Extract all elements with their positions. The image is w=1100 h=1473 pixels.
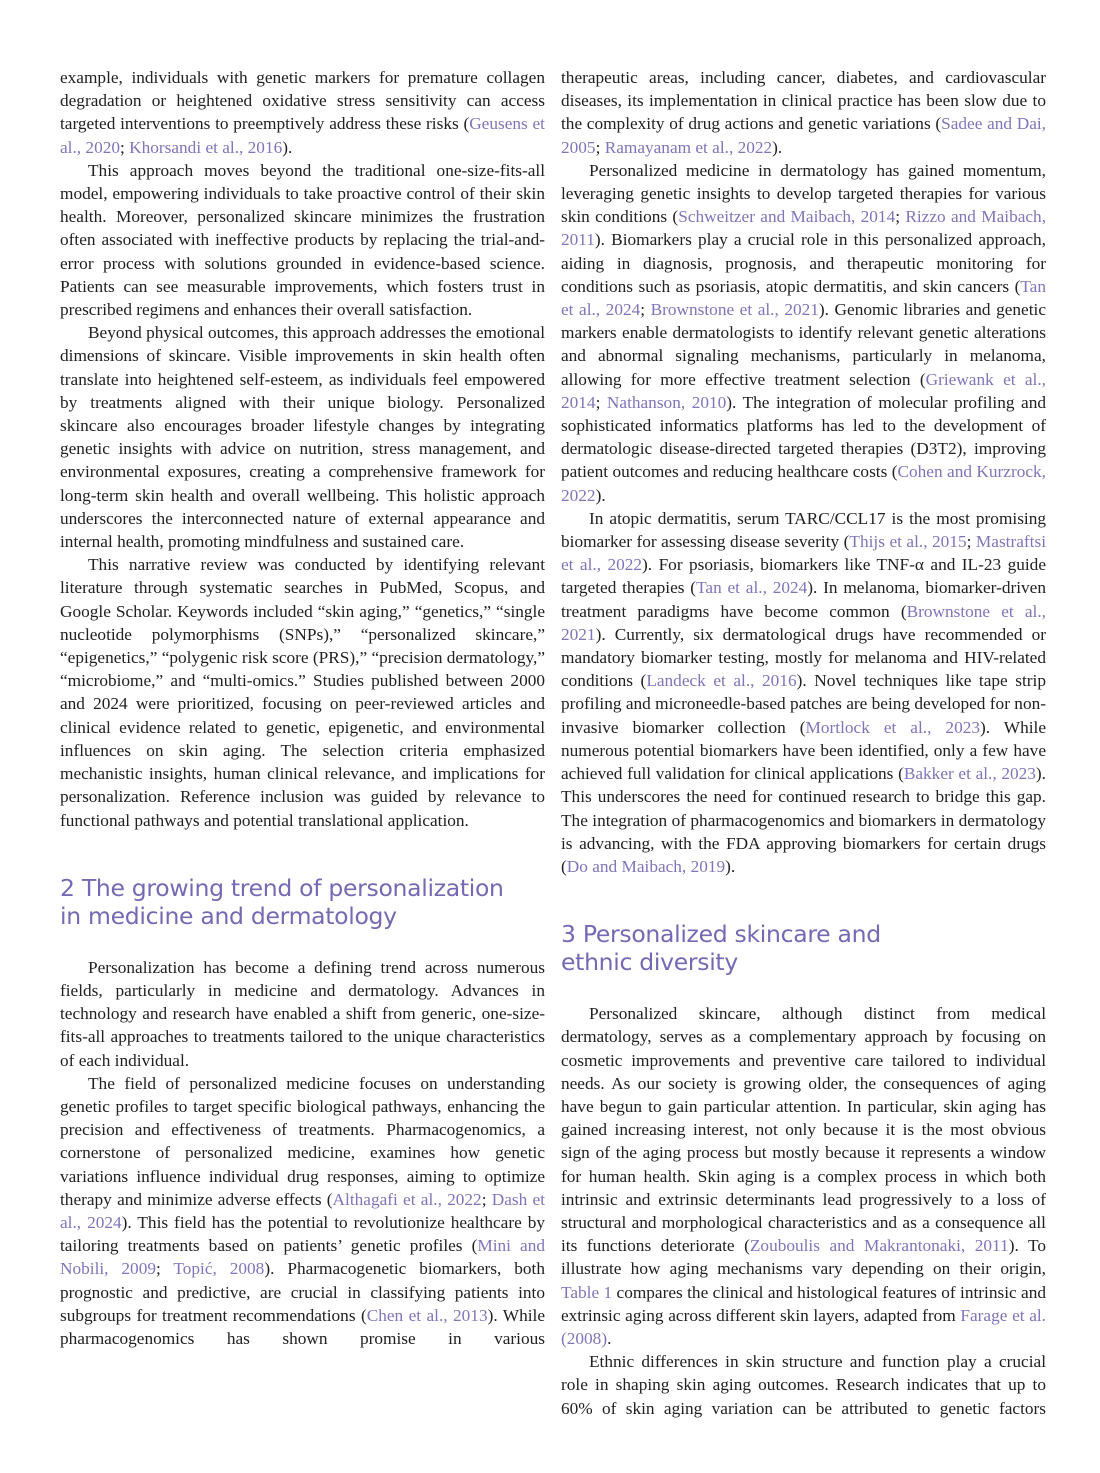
body-text: Personalized medicine in dermatology has gained momentum, leveraging genetic insights to develop targeted therapies for various skin conditions ( [561,160,1046,227]
citation-link[interactable]: Althagafi et al., 2022 [332,1189,482,1209]
citation-link[interactable]: Khorsandi et al., 2016 [129,137,283,157]
section-heading [561,920,1046,976]
paragraph [60,553,545,831]
body-text: This approach moves beyond the traditional one-size-fits-all model, empowering individuals to take proactive control of their skin health. Moreover, personalized skincare minimizes the frustration often associated with ineffective products by replacing the trial-and-error process with solutions grounded in evidence-based science. Patients can see measurable improvements, which fosters trust in prescribed regimens and enhances their overall satisfaction. [60,160,545,320]
paragraph [561,66,1046,159]
body-text: ; [640,300,651,320]
body-text: compares the clinical and histological features of intrinsic and extrinsic aging across different skin layers, adapted from [561,1282,1046,1325]
body-text: ; [966,532,976,552]
citation-link[interactable]: Brownstone et al., 2021 [650,300,819,320]
body-text: ). The integration of molecular profiling and sophisticated informatics platforms has led to the development of dermatologic disease-directed targeted therapies (D3T2), improving patient outcomes and reducing healthcare costs ( [561,392,1046,482]
section-heading-line: 2 The growing trend of personalization [60,873,504,902]
paragraph [60,321,545,553]
body-text: Personalization has become a defining trend across numerous fields, particularly in medicine and dermatology. Advances in technology and research have enabled a shift from generic, one-size-fits-all approaches to treatments tailored to the unique characteristics of each individual. [60,957,545,1070]
citation-link[interactable]: Topić, 2008 [173,1259,265,1279]
body-text: example, individuals with genetic markers for premature collagen degradation or heightened oxidative stress sensitivity can access targeted interventions to preemptively address these risks ( [60,68,545,134]
body-text: ; [155,1259,174,1279]
citation-link[interactable]: Rizzo and Maibach, 2011 [561,207,1047,250]
citation-link[interactable]: Table 1 [561,1282,613,1302]
paragraph [561,1350,1046,1420]
body-text: Personalized skincare, although distinct from medical dermatology, serves as a complementary approach by focusing on cosmetic improvements and preventive care tailored to individual needs. As our society is growing older, the consequences of aging have begun to gain particular attention. In particular, skin aging has gained increasing interest, not only because it is the most obvious sign of the aging process but mostly because it represents a window for human health. Skin aging is a complex process in which both intrinsic and extrinsic determinants lead progressively to a loss of structural and morphological characteristics and as a consequence all its functions deteriorate ( [561,1004,1046,1256]
paragraph [561,159,1046,507]
section-heading-line: in medicine and dermatology [60,901,397,930]
citation-link[interactable]: Ramayanam et al., 2022 [604,137,773,157]
body-text: The field of personalized medicine focuses on understanding genetic profiles to target specific biological pathways, enhancing the precision and effectiveness of treatments. Pharmacogenomics, a cornerstone of personalized medicine, examines how genetic variations influence individual drug responses, aiming to optimize therapy and minimize adverse effects ( [60,1073,545,1209]
paragraph [60,159,545,321]
body-text: ). In melanoma, biomarker-driven treatment paradigms have become common ( [561,578,1046,621]
citation-link[interactable]: Bakker et al., 2023 [903,764,1036,784]
body-text: ; [895,207,906,227]
citation-link[interactable]: Brownstone et al., 2021 [561,601,1046,644]
citation-link[interactable]: Mastraftsi et al., 2022 [561,532,1046,575]
citation-link[interactable]: Mortlock et al., 2023 [805,717,980,737]
paragraph [561,507,1046,878]
body-text: ). Genomic libraries and genetic markers enable dermatologists to identify relevant genetic alterations and abnormal signaling mechanisms, particularly in melanoma, allowing for more effective treatment selection ( [561,300,1046,389]
right-column [561,66,1046,1420]
body-text: ; [595,137,605,157]
body-text: ). Biomarkers play a crucial role in this personalized approach, aiding in diagnosis, prognosis, and therapeutic monitoring for conditions such as psoriasis, atopic dermatitis, and skin cancers ( [561,230,1046,296]
citation-link[interactable]: Sadee and Dai, 2005 [561,114,1046,157]
citation-link[interactable]: Schweitzer and Maibach, 2014 [678,207,896,227]
body-text: ; [120,137,130,157]
left-column [60,66,545,1420]
citation-link[interactable]: Thijs et al., 2015 [849,532,967,552]
citation-link[interactable]: Chen et al., 2013 [366,1305,488,1325]
citation-link[interactable]: Dash et al., 2024 [60,1189,546,1232]
body-text: ). For psoriasis, biomarkers like TNF-α and IL-23 guide targeted therapies ( [561,555,1046,598]
paragraph [561,1002,1046,1350]
citation-link[interactable]: Geusens et al., 2020 [60,114,545,157]
section-heading-line: ethnic diversity [561,948,738,977]
body-text: therapeutic areas, including cancer, diabetes, and cardiovascular diseases, its implementation in clinical practice has been slow due to the complexity of drug actions and genetic variations ( [561,68,1046,134]
paragraph [60,1072,545,1350]
citation-link[interactable]: Nathanson, 2010 [606,392,727,412]
body-text: ; [595,392,607,412]
body-text: ). To illustrate how aging mechanisms vary depending on their origin, [561,1236,1046,1279]
paragraph [60,956,545,1072]
citation-link[interactable]: Griewank et al., 2014 [561,369,1046,412]
body-text: ). Pharmacogenetic biomarkers, both prognostic and predictive, are crucial in classifying patients into subgroups for treatment recommendations ( [60,1259,545,1325]
citation-link[interactable]: Tan et al., 2024 [561,276,1046,320]
body-text: This narrative review was conducted by identifying relevant literature through systematic searches in PubMed, Scopus, and Google Scholar. Keywords included “skin aging,” “genetics,” “single nucleotide polymorphisms (SNPs),” “personalized skincare,” “epigenetics,” “polygenic risk score (PRS),” “precision dermatology,” “microbiome,” and “multi-omics.” Studies published between 2000 and 2024 were prioritized, focusing on peer-reviewed articles and clinical evidence related to genetic, epigenetic, and environmental influences on skin aging. The selection criteria emphasized mechanistic insights, human clinical relevance, and implications for personalization. Reference inclusion was guided by relevance to functional pathways and potential translational application. [60,555,545,830]
citation-link[interactable]: Farage et al. (2008) [561,1305,1047,1348]
body-text: ). Novel techniques like tape strip profiling and microneedle-based patches are being developed for non-invasive biomarker collection ( [561,671,1046,737]
body-text: . [607,1328,612,1348]
citation-link[interactable]: Do and Maibach, 2019 [566,856,726,876]
body-text: ). [595,485,606,505]
citation-link[interactable]: Mini and Nobili, 2009 [60,1236,545,1279]
body-text: Beyond physical outcomes, this approach addresses the emotional dimensions of skincare. Visible improvements in skin health often translate into heightened self-esteem, as individuals feel empowered by treatments aligned with their unique biology. Personalized skincare also encourages broader lifestyle changes by integrating genetic insights with advice on nutrition, stress management, and environmental exposures, creating a comprehensive framework for long-term skin health and overall wellbeing. This holistic approach underscores the interconnected nature of external appearance and internal health, promoting mindfulness and sustained care. [60,323,545,552]
body-text: ). This underscores the need for continued research to bridge this gap. The integration of pharmacogenomics and biomarkers in dermatology is advancing, with the FDA approving biomarkers for certain drugs ( [561,764,1046,876]
citation-link[interactable]: Landeck et al., 2016 [646,671,797,691]
body-text: ; [481,1189,492,1209]
citation-link[interactable]: Cohen and Kurzrock, 2022 [561,462,1046,505]
citation-link[interactable]: Tan et al., 2024 [696,578,808,598]
citation-link[interactable]: Zouboulis and Makrantonaki, 2011 [749,1236,1009,1256]
body-text: ). Currently, six dermatological drugs have recommended or mandatory biomarker testing, mostly for melanoma and HIV-related conditions ( [561,624,1046,691]
section-heading [60,874,545,930]
body-text: ). While pharmacogenomics has shown promise in various [60,1305,545,1348]
body-text: ). [282,137,293,157]
body-text: Ethnic differences in skin structure and function play a crucial role in shaping skin aging outcomes. Research indicates that up to 60% of skin aging variation can be attributed to genetic factors [561,1352,1046,1418]
body-text: ). This field has the potential to revolutionize healthcare by tailoring treatments based on patients’ genetic profiles ( [60,1212,545,1256]
body-text: ). [725,856,736,876]
section-heading-line: 3 Personalized skincare and [561,920,881,949]
body-text: In atopic dermatitis, serum TARC/CCL17 is the most promising biomarker for assessing disease severity ( [561,508,1046,552]
paragraph [60,66,545,159]
body-text: ). [772,137,783,157]
body-text: ). While numerous potential biomarkers have been identified, only a few have achieved full validation for clinical applications ( [561,717,1046,784]
two-column-layout [60,66,1046,1420]
